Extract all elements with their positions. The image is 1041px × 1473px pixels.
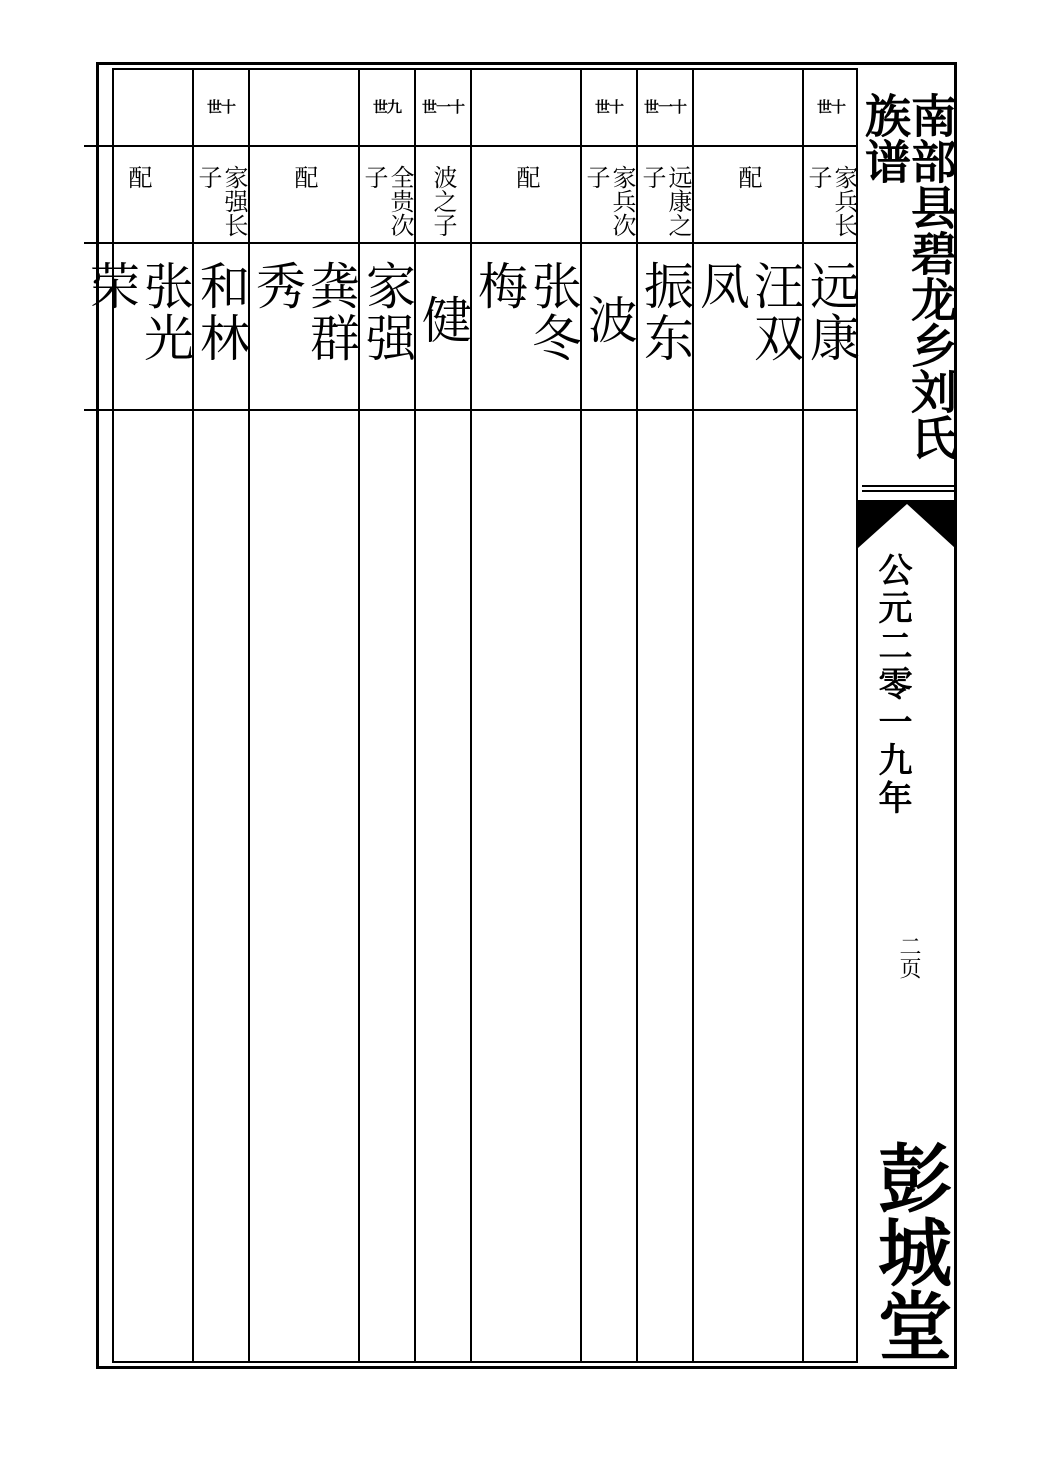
ribbon-ornament bbox=[858, 500, 955, 548]
table-column bbox=[358, 68, 414, 1363]
relation-cell bbox=[582, 147, 636, 244]
table-column bbox=[192, 68, 248, 1363]
notes-cell bbox=[416, 411, 470, 1363]
relation-text: 家兵次子 bbox=[582, 165, 636, 237]
person-name: 张冬梅 bbox=[470, 260, 582, 364]
table-column bbox=[692, 68, 802, 1363]
generation-cell: 世九 bbox=[360, 68, 414, 147]
notes-cell bbox=[360, 411, 414, 1363]
generation-cell bbox=[472, 68, 580, 147]
relation-cell bbox=[416, 147, 470, 244]
person-name: 远康 bbox=[802, 260, 860, 364]
person-name: 张光荣 bbox=[82, 260, 194, 364]
relation-text: 配 bbox=[512, 165, 540, 189]
name-cell bbox=[472, 244, 580, 411]
generation-cell: 世一十 bbox=[416, 68, 470, 147]
name-cell bbox=[84, 244, 192, 411]
notes-cell bbox=[472, 411, 580, 1363]
table-column bbox=[802, 68, 858, 1363]
relation-cell bbox=[638, 147, 692, 244]
name-cell bbox=[416, 244, 470, 411]
generation-cell: 世十 bbox=[194, 68, 248, 147]
name-cell bbox=[582, 244, 636, 411]
relation-cell bbox=[804, 147, 858, 244]
notes-cell bbox=[84, 411, 192, 1363]
person-name: 振东 bbox=[636, 260, 694, 364]
name-cell bbox=[194, 244, 248, 411]
relation-text: 家兵长子 bbox=[804, 165, 858, 237]
table-column bbox=[248, 68, 358, 1363]
relation-text: 配 bbox=[290, 165, 318, 189]
relation-cell bbox=[472, 147, 580, 244]
relation-cell bbox=[194, 147, 248, 244]
generation-cell: 世十 bbox=[582, 68, 636, 147]
generation-cell: 世十 bbox=[804, 68, 858, 147]
person-name: 健 bbox=[414, 294, 472, 346]
relation-cell bbox=[694, 147, 802, 244]
relation-text: 家强长子 bbox=[194, 165, 248, 237]
genealogy-table bbox=[82, 68, 860, 1363]
relation-cell bbox=[84, 147, 192, 244]
year-label: 公元二零一九年 bbox=[872, 552, 912, 818]
name-cell bbox=[694, 244, 802, 411]
notes-cell bbox=[694, 411, 802, 1363]
title-divider bbox=[862, 485, 954, 495]
generation-cell bbox=[250, 68, 358, 147]
relation-text: 波之子 bbox=[429, 165, 457, 237]
person-name: 龚群秀 bbox=[248, 260, 360, 364]
person-name: 家强 bbox=[358, 260, 416, 364]
relation-text: 配 bbox=[124, 165, 152, 189]
table-column bbox=[470, 68, 580, 1363]
table-column bbox=[84, 68, 192, 1363]
table-column bbox=[580, 68, 636, 1363]
relation-cell bbox=[250, 147, 358, 244]
name-cell bbox=[250, 244, 358, 411]
hall-name: 彭城堂 bbox=[866, 1140, 952, 1362]
genealogy-title: 南部县碧龙乡刘氏族谱 bbox=[858, 92, 958, 460]
generation-cell: 世一十 bbox=[638, 68, 692, 147]
relation-cell bbox=[360, 147, 414, 244]
page-number: 二页 bbox=[896, 935, 921, 979]
notes-cell bbox=[250, 411, 358, 1363]
name-cell bbox=[638, 244, 692, 411]
name-cell bbox=[804, 244, 858, 411]
notes-cell bbox=[804, 411, 858, 1363]
generation-cell bbox=[694, 68, 802, 147]
notes-cell bbox=[582, 411, 636, 1363]
person-name: 波 bbox=[580, 294, 638, 346]
relation-text: 全贵次子 bbox=[360, 165, 414, 237]
table-column bbox=[414, 68, 470, 1363]
relation-text: 配 bbox=[734, 165, 762, 189]
generation-cell bbox=[84, 68, 192, 147]
table-column bbox=[636, 68, 692, 1363]
relation-text: 远康之子 bbox=[638, 165, 692, 237]
name-cell bbox=[360, 244, 414, 411]
person-name: 和林 bbox=[192, 260, 250, 364]
notes-cell bbox=[194, 411, 248, 1363]
notes-cell bbox=[638, 411, 692, 1363]
person-name: 汪双凤 bbox=[692, 260, 804, 364]
